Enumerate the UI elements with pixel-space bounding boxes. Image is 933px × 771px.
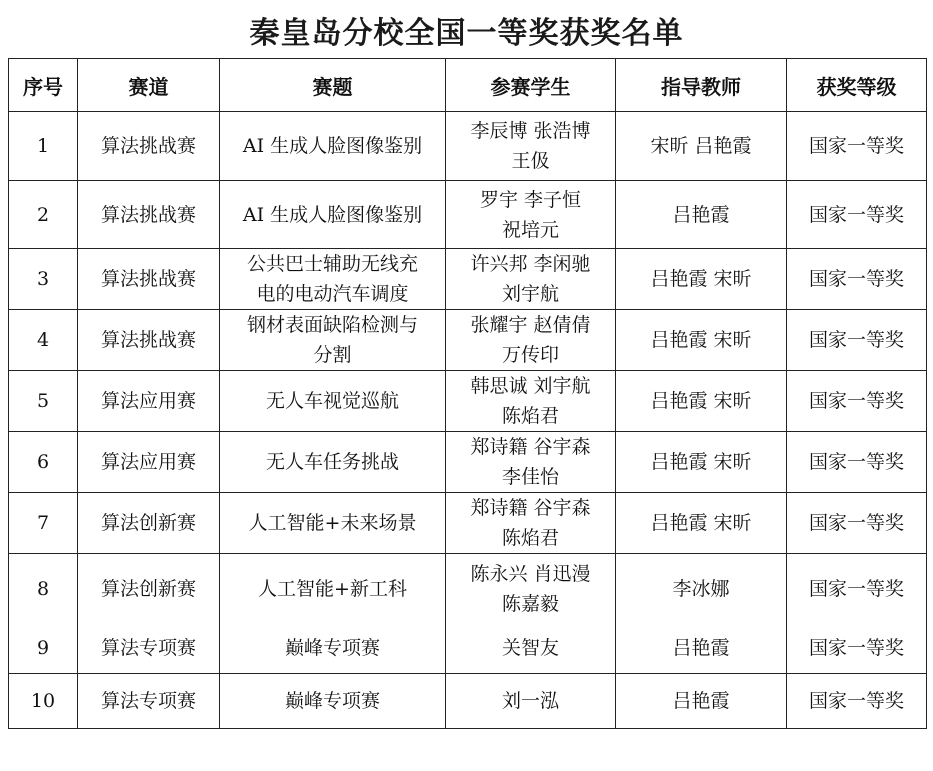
cell-topic (220, 181, 446, 249)
cell-teachers: 宋昕 吕艳霞 (616, 112, 787, 181)
cell-students (446, 112, 616, 181)
cell-track: 算法创新赛 (78, 493, 220, 554)
cell-index: 10 (9, 674, 78, 729)
topic-line: AI 生成人脸图像鉴别 (242, 203, 423, 226)
student-line: 李佳怡 (501, 466, 559, 488)
student-line: 王伋 (511, 150, 550, 172)
cell-index: 7 (9, 493, 78, 554)
cell-topic (220, 624, 446, 674)
topic-line: 钢材表面缺陷检测与 (246, 314, 418, 336)
cell-students (446, 371, 616, 432)
cell-students (446, 181, 616, 249)
awards-table (8, 58, 927, 729)
cell-index: 2 (9, 181, 78, 249)
topic-line: 分割 (313, 344, 352, 366)
table-row (9, 181, 927, 249)
cell-award: 国家一等奖 (787, 181, 927, 249)
header-cell-students: 参赛学生 (446, 59, 616, 112)
topic-line: 无人车视觉巡航 (265, 390, 399, 412)
topic-line: 巅峰专项赛 (284, 690, 380, 712)
table-row (9, 249, 927, 310)
header-cell-award: 获奖等级 (787, 59, 927, 112)
topic-line: 公共巴士辅助无线充 (246, 253, 418, 275)
student-line: 刘宇航 (501, 283, 559, 305)
student-line: 韩思诚 刘宇航 (470, 375, 591, 397)
cell-award: 国家一等奖 (787, 112, 927, 181)
cell-topic (220, 112, 446, 181)
topic-line: AI 生成人脸图像鉴别 (242, 135, 423, 157)
student-line: 许兴邦 李闲驰 (470, 253, 591, 275)
cell-teachers: 吕艳霞 宋昕 (616, 493, 787, 554)
student-line: 万传印 (501, 344, 559, 366)
topic-line: 巅峰专项赛 (284, 637, 380, 660)
student-line: 郑诗籍 谷宇森 (470, 436, 591, 458)
cell-award: 国家一等奖 (787, 624, 927, 674)
cell-award: 国家一等奖 (787, 432, 927, 493)
cell-award: 国家一等奖 (787, 674, 927, 729)
cell-teachers: 吕艳霞 宋昕 (616, 249, 787, 310)
topic-line: 人工智能+新工科 (258, 577, 407, 600)
cell-award: 国家一等奖 (787, 310, 927, 371)
student-line: 陈焰君 (501, 405, 559, 427)
cell-students (446, 249, 616, 310)
cell-award: 国家一等奖 (787, 554, 927, 624)
table-row (9, 554, 927, 624)
cell-topic (220, 310, 446, 371)
cell-students (446, 432, 616, 493)
table-row (9, 674, 927, 729)
cell-topic (220, 554, 446, 624)
header-cell-index: 序号 (9, 59, 78, 112)
cell-topic (220, 432, 446, 493)
cell-track: 算法挑战赛 (78, 181, 220, 249)
header-cell-topic: 赛题 (220, 59, 446, 112)
student-line: 关智友 (501, 637, 559, 660)
cell-students (446, 554, 616, 624)
cell-index: 4 (9, 310, 78, 371)
student-line: 张耀宇 赵倩倩 (470, 314, 591, 336)
student-line: 陈永兴 肖迅漫 (470, 562, 591, 585)
cell-topic (220, 249, 446, 310)
cell-teachers: 吕艳霞 宋昕 (616, 432, 787, 493)
page-title: 秦皇岛分校全国一等奖获奖名单 (249, 16, 684, 51)
cell-track: 算法应用赛 (78, 432, 220, 493)
cell-topic (220, 674, 446, 729)
cell-track: 算法专项赛 (78, 624, 220, 674)
student-line: 陈嘉毅 (501, 592, 559, 615)
cell-award: 国家一等奖 (787, 249, 927, 310)
cell-topic (220, 371, 446, 432)
cell-track: 算法创新赛 (78, 554, 220, 624)
student-line: 陈焰君 (501, 527, 559, 549)
table-row (9, 493, 927, 554)
cell-index: 6 (9, 432, 78, 493)
cell-teachers: 吕艳霞 宋昕 (616, 371, 787, 432)
table-row (9, 624, 927, 674)
table-row (9, 310, 927, 371)
header-cell-track: 赛道 (78, 59, 220, 112)
cell-award: 国家一等奖 (787, 493, 927, 554)
cell-students (446, 493, 616, 554)
header-cell-teachers: 指导教师 (616, 59, 787, 112)
topic-line: 电的电动汽车调度 (256, 283, 409, 305)
cell-track: 算法专项赛 (78, 674, 220, 729)
cell-award: 国家一等奖 (787, 371, 927, 432)
cell-track: 算法挑战赛 (78, 112, 220, 181)
cell-track: 算法应用赛 (78, 371, 220, 432)
table-row (9, 371, 927, 432)
cell-students (446, 674, 616, 729)
student-line: 郑诗籍 谷宇森 (470, 497, 591, 519)
table-row (9, 112, 927, 181)
cell-index: 1 (9, 112, 78, 181)
table-row (9, 432, 927, 493)
student-line: 李辰博 张浩博 (470, 120, 591, 142)
cell-index: 8 (9, 554, 78, 624)
cell-track: 算法挑战赛 (78, 310, 220, 371)
student-line: 刘一泓 (501, 690, 559, 712)
cell-track: 算法挑战赛 (78, 249, 220, 310)
cell-teachers: 吕艳霞 (616, 624, 787, 674)
topic-line: 无人车任务挑战 (265, 451, 399, 473)
cell-teachers: 吕艳霞 (616, 181, 787, 249)
cell-index: 3 (9, 249, 78, 310)
cell-index: 9 (9, 624, 78, 674)
cell-students (446, 310, 616, 371)
cell-teachers: 吕艳霞 (616, 674, 787, 729)
cell-teachers: 吕艳霞 宋昕 (616, 310, 787, 371)
student-line: 罗宇 李子恒 (479, 188, 582, 211)
cell-teachers: 李冰娜 (616, 554, 787, 624)
cell-topic (220, 493, 446, 554)
header-row (9, 59, 927, 112)
student-line: 祝培元 (501, 218, 559, 241)
cell-index: 5 (9, 371, 78, 432)
cell-students (446, 624, 616, 674)
topic-line: 人工智能+未来场景 (248, 512, 417, 534)
